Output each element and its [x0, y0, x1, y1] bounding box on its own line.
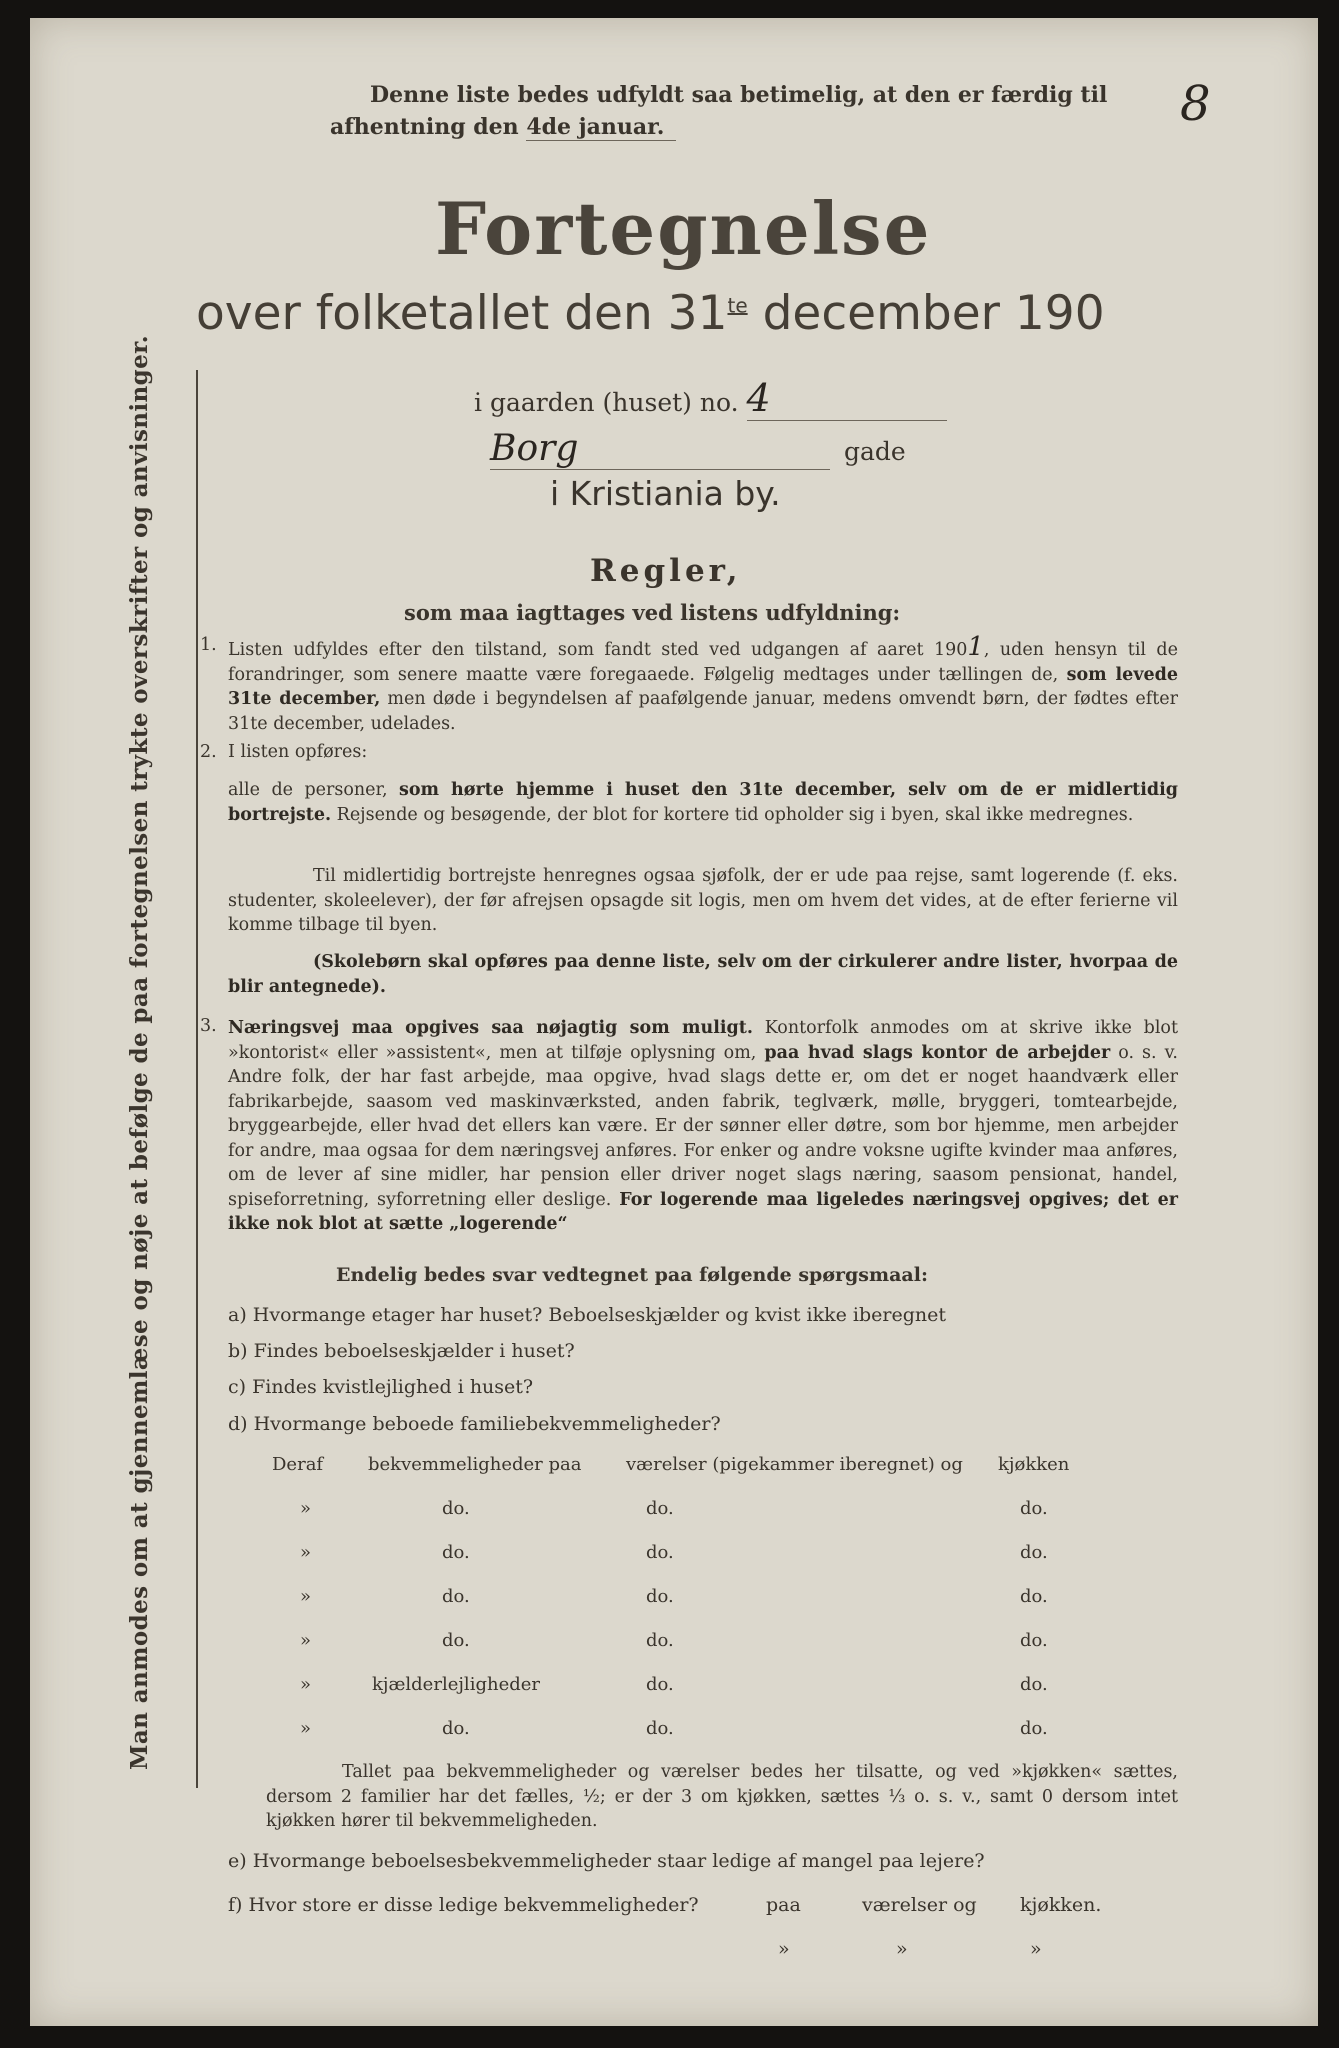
table-row-6-c2: do.	[442, 1718, 470, 1739]
rule-3	[228, 1016, 1178, 1237]
table-header-bekv: bekvemmeligheder paa	[368, 1454, 582, 1475]
rule-1-a: Listen udfyldes efter den tilstand, som fandt sted ved udgangen af aaret 190	[228, 640, 968, 660]
rules-subheading: som maa iagttages ved listens udfyldning:	[404, 600, 901, 625]
table-row-5-c4: do.	[1020, 1674, 1048, 1695]
corner-mark: 8	[1180, 76, 1211, 132]
instruction-prefix: afhentning den	[330, 114, 519, 140]
subtitle	[196, 286, 1105, 341]
question-e: e) Hvormange beboelsesbekvemmeligheder staar ledige af mangel paa lejere?	[228, 1850, 985, 1872]
question-a: a) Hvormange etager har huset? Beboelseskjælder og kvist ikke iberegnet	[228, 1304, 946, 1326]
table-row-1-c1: »	[300, 1498, 312, 1519]
rule-3-bold-1: Næringsvej maa opgives saa nøjagtig som muligt.	[228, 1018, 753, 1038]
table-header-vaerelser: værelser (pigekammer iberegnet) og	[626, 1454, 963, 1475]
rule-1-c: men døde i begyndelsen af paafølgende januar, medens omvendt børn, der fødtes efter 31te december, udelades.	[228, 689, 1178, 734]
rule-1-number: 1.	[200, 635, 217, 655]
gaard-line	[474, 376, 947, 421]
table-row-5-c3: do.	[646, 1674, 674, 1695]
table-row-3-c4: do.	[1020, 1586, 1048, 1607]
side-instruction: Man anmodes om at gjennemlæse og nøje at befølge de paa fortegnelsen trykte overskrifter og anvisninger.	[126, 335, 153, 1770]
table-note	[266, 1760, 1178, 1834]
instruction-line-1: Denne liste bedes udfyldt saa betimelig, at den er færdig til	[370, 82, 1108, 108]
table-row-6-c1: »	[300, 1718, 312, 1739]
rule-3-a: Kontorfolk anmodes om at skrive ikke blot »kontorist« eller »assistent«, men at tilføje oplysning om,	[228, 1018, 1178, 1063]
rule-3-bold-2: paa hvad slags kontor de arbejder	[764, 1042, 1111, 1063]
f-mark-1: »	[778, 1938, 790, 1960]
rule-2-p2: Til midlertidig bortrejste henregnes ogsaa sjøfolk, der er ude paa rejse, samt logerende (f. eks. studenter, skoleelever), der før afrejsen opsagde sit logis, men om hvem det vides, at de efter ferierne vil komme tilbage til byen.	[228, 866, 1178, 935]
questions-intro: Endelig bedes svar vedtegnet paa følgende spørgsmaal:	[336, 1264, 928, 1286]
question-f-vaerelser: værelser og	[862, 1894, 977, 1916]
subtitle-suffix: december 190	[762, 286, 1105, 341]
rule-3-bold-3: For logerende maa ligeledes næringsvej opgives; det er ikke nok blot at sætte „logerende“	[228, 1189, 1178, 1234]
document-page	[30, 18, 1318, 2026]
rules-heading: Regler,	[590, 553, 742, 589]
rule-2-para-1	[228, 778, 1178, 827]
table-row-5-c1: »	[300, 1674, 312, 1695]
city: i Kristiania by.	[550, 474, 781, 513]
table-header-deraf: Deraf	[272, 1454, 324, 1475]
table-row-6-c3: do.	[646, 1718, 674, 1739]
subtitle-prefix: over folketallet den 31	[196, 286, 728, 341]
gaard-label: i gaarden (huset) no.	[474, 388, 739, 417]
table-row-2-c2: do.	[442, 1542, 470, 1563]
table-row-2-c1: »	[300, 1542, 312, 1563]
table-row-4-c3: do.	[646, 1630, 674, 1651]
table-row-4-c1: »	[300, 1630, 312, 1651]
rule-2-intro: I listen opføres:	[228, 742, 368, 762]
rule-1	[228, 632, 1178, 736]
table-row-1-c3: do.	[646, 1498, 674, 1519]
table-row-3-c3: do.	[646, 1586, 674, 1607]
rule-2-bold: som hørte hjemme i huset den 31te december, selv om de er midlertidig bortrejste.	[228, 780, 1178, 825]
gade-name: Borg	[490, 428, 830, 470]
rule-1-year: 1	[967, 632, 984, 662]
table-row-5-c2: kjælderlejligheder	[372, 1674, 540, 1695]
table-row-2-c4: do.	[1020, 1542, 1048, 1563]
table-row-3-c1: »	[300, 1586, 312, 1607]
rule-2-b: Rejsende og besøgende, der blot for kortere tid opholder sig i byen, skal ikke medregnes.	[336, 804, 1134, 825]
table-header-kjokken: kjøkken	[998, 1454, 1070, 1475]
subtitle-sup: te	[727, 293, 748, 318]
question-f: f) Hvor store er disse ledige bekvemmeligheder?	[228, 1894, 699, 1916]
table-row-1-c2: do.	[442, 1498, 470, 1519]
f-mark-2: »	[896, 1938, 908, 1960]
table-row-6-c4: do.	[1020, 1718, 1048, 1739]
table-note-text: Tallet paa bekvemmeligheder og værelser bedes her tilsatte, og ved »kjøkken« sættes, dersom 2 familier har det fælles, ½; er der 3 om kjøkken, sættes ⅓ o. s. v., samt 0 dersom intet kjøkken hører til bekvemmeligheden.	[266, 1762, 1178, 1831]
gade-label: gade	[843, 437, 906, 466]
table-row-3-c2: do.	[442, 1586, 470, 1607]
side-rule	[196, 370, 198, 1788]
gade-line	[490, 428, 906, 470]
f-mark-3: »	[1030, 1938, 1042, 1960]
pickup-date: 4de januar.	[526, 114, 676, 141]
question-f-paa: paa	[766, 1894, 801, 1916]
instruction-line-2	[330, 114, 676, 141]
rule-2-para-3	[228, 950, 1178, 999]
rule-2-p3: (Skolebørn skal opføres paa denne liste, selv om der cirkulerer andre lister, hvorpaa de blir antegnede).	[228, 952, 1178, 997]
table-row-1-c4: do.	[1020, 1498, 1048, 1519]
table-row-4-c2: do.	[442, 1630, 470, 1651]
question-b: b) Findes beboelseskjælder i huset?	[228, 1340, 575, 1362]
rule-1-bold: som levede 31te december,	[228, 664, 1178, 709]
gaard-number: 4	[747, 376, 947, 421]
table-row-4-c4: do.	[1020, 1630, 1048, 1651]
rule-2-a: alle de personer,	[228, 780, 388, 800]
question-c: c) Findes kvistlejlighed i huset?	[228, 1376, 534, 1398]
question-f-kjokken: kjøkken.	[1020, 1894, 1102, 1916]
table-row-2-c3: do.	[646, 1542, 674, 1563]
rule-1-b: , uden hensyn til de forandringer, som senere maatte være foregaaede. Følgelig medtages under tællingen de,	[228, 640, 1178, 685]
rule-3-b: o. s. v. Andre folk, der har fast arbejde, maa opgive, hvad slags dette er, om det er noget haandværk eller fabrikarbejde, saasom ved maskinværksted, anden fabrik, teglværk, mølle, bryggeri, tomtearbejde, bryggearbejde, eller hvad det ellers kan være. Er der sønner eller døtre, som bor hjemme, men arbejder for andre, maa ogsaa for dem næringsvej anføres. For enker og andre voksne ugifte kvinder maa anføres, om de lever af sine midler, har pension eller driver noget slags næring, saasom pensionat, handel, spiseforretning, syforretning eller deslige.	[228, 1042, 1178, 1210]
question-d: d) Hvormange beboede familiebekvemmeligheder?	[228, 1413, 721, 1435]
rule-2-para-2	[228, 864, 1178, 938]
page-title: Fortegnelse	[435, 186, 932, 271]
rule-2-number: 2.	[200, 742, 217, 762]
rule-3-number: 3.	[200, 1016, 217, 1036]
